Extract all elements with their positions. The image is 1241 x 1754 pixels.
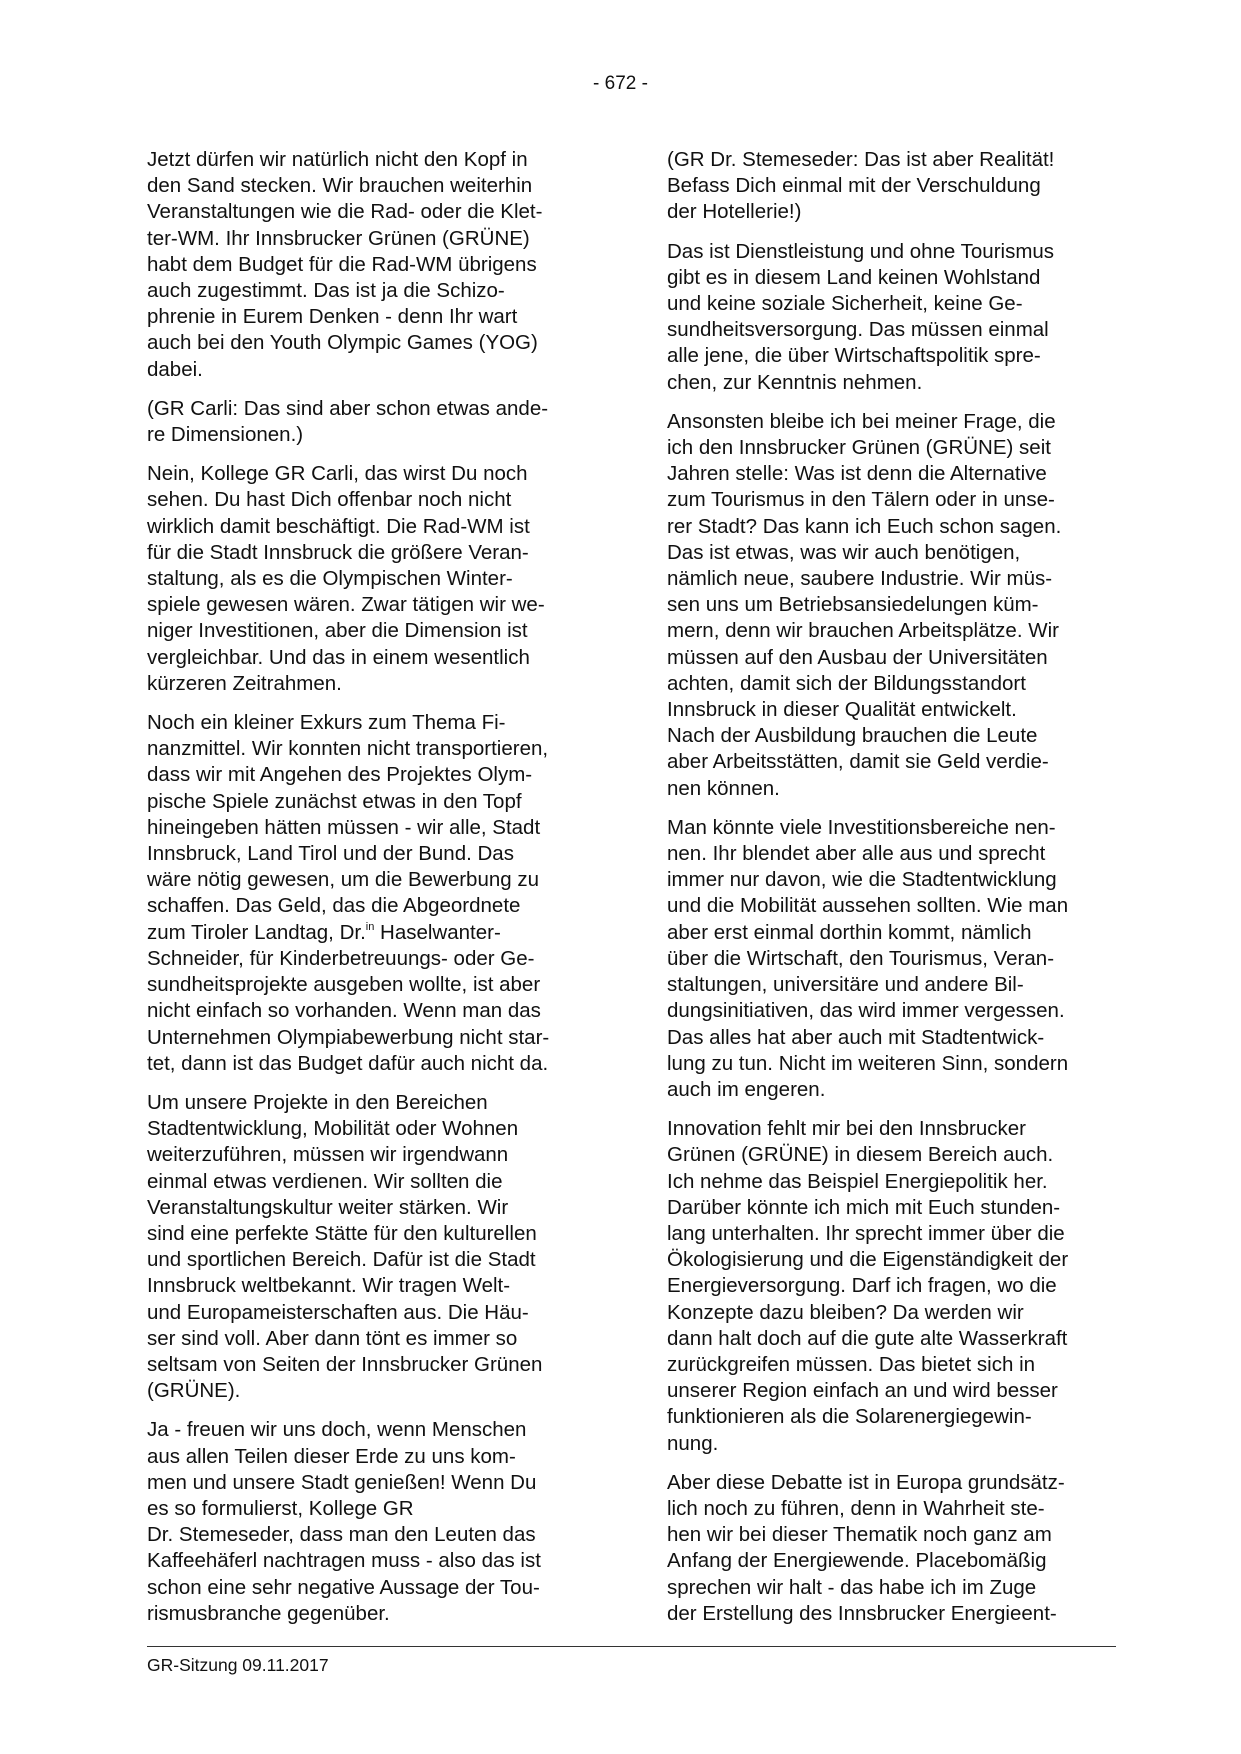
text-line: men und unsere Stadt genießen! Wenn Du — [147, 1470, 537, 1494]
paragraph — [667, 1470, 1117, 1627]
text-line: müssen auf den Ausbau der Universitäten — [667, 645, 1048, 669]
text-line: unserer Region einfach an und wird besser — [667, 1379, 1058, 1403]
text-line: sen uns um Betriebsansiedelungen küm- — [667, 593, 1039, 617]
text-line: auch bei den Youth Olympic Games (YOG) — [147, 331, 538, 355]
text-line: aus allen Teilen dieser Erde zu uns kom- — [147, 1444, 516, 1468]
page-number: - 672 - — [593, 73, 648, 94]
text-line: habt dem Budget für die Rad-WM übrigens — [147, 252, 537, 276]
text-line: staltungen, universitäre und andere Bil- — [667, 973, 1024, 997]
text-line: Anfang der Energiewende. Placebomäßig — [667, 1549, 1047, 1573]
text-line: zum Tiroler Landtag, Dr.$^{in}$ Haselwanter- — [147, 920, 501, 944]
text-line: Jetzt dürfen wir natürlich nicht den Kopf in — [147, 148, 528, 171]
text-line: Jahren stelle: Was ist denn die Alternative — [667, 462, 1047, 486]
text-line: spiele gewesen wären. Zwar tätigen wir we- — [147, 593, 545, 617]
text-line: Grünen (GRÜNE) in diesem Bereich auch. — [667, 1143, 1054, 1167]
text-line: Ökologisierung und die Eigenständigkeit der — [667, 1248, 1069, 1272]
text-line: immer nur davon, wie die Stadtentwicklung — [667, 868, 1057, 892]
text-line: über die Wirtschaft, den Tourismus, Veran- — [667, 946, 1055, 970]
text-line: nicht einfach so vorhanden. Wenn man das — [147, 999, 541, 1023]
text-line: und keine soziale Sicherheit, keine Ge- — [667, 292, 1023, 316]
text-line: lung zu tun. Nicht im weiteren Sinn, sondern — [667, 1051, 1069, 1075]
text-line: Kaffeehäferl nachtragen muss - also das ist — [147, 1549, 541, 1573]
text-line: re Dimensionen.) — [147, 423, 304, 447]
text-line: vergleichbar. Und das in einem wesentlich — [147, 645, 530, 669]
text-line: Das ist etwas, was wir auch benötigen, — [667, 540, 1021, 564]
text-line: dabei. — [147, 357, 203, 381]
paragraph — [667, 239, 1117, 396]
text-line: lich noch zu führen, denn in Wahrheit ste- — [667, 1496, 1045, 1520]
text-fragment: Haselwanter- — [374, 920, 501, 944]
text-line: wirklich damit beschäftigt. Die Rad-WM ist — [147, 514, 530, 538]
right-column — [667, 147, 1117, 1640]
text-line: Darüber könnte ich mich mit Euch stunden- — [667, 1195, 1061, 1219]
title-superscript: in — [365, 920, 375, 933]
text-line: und Europameisterschaften aus. Die Häu- — [147, 1300, 529, 1324]
text-line: einmal etwas verdienen. Wir sollten die — [147, 1169, 503, 1193]
text-line: nen können. — [667, 776, 780, 800]
text-line: zum Tourismus in den Tälern oder in unse- — [667, 488, 1055, 512]
text-line: sundheitsversorgung. Das müssen einmal — [667, 318, 1049, 342]
text-line: aber Arbeitsstätten, damit sie Geld verdie- — [667, 750, 1049, 774]
text-line: ser sind voll. Aber dann tönt es immer so — [147, 1326, 518, 1350]
text-line: es so formulierst, Kollege GR — [147, 1496, 414, 1520]
text-line: Stadtentwicklung, Mobilität oder Wohnen — [147, 1117, 519, 1141]
text-line: Nein, Kollege GR Carli, das wirst Du noch — [147, 462, 528, 486]
text-line: Das ist Dienstleistung und ohne Tourismus — [667, 239, 1055, 263]
text-line: dass wir mit Angehen des Projektes Olym- — [147, 763, 533, 787]
text-line: aber erst einmal dorthin kommt, nämlich — [667, 920, 1032, 944]
text-line: Innovation fehlt mir bei den Innsbrucker — [667, 1117, 1026, 1141]
text-line: mern, denn wir brauchen Arbeitsplätze. Wir — [667, 619, 1059, 643]
text-line: hen wir bei dieser Thematik noch ganz am — [667, 1523, 1052, 1547]
text-line: nanzmittel. Wir konnten nicht transportieren, — [147, 737, 549, 761]
text-line: (GR Dr. Stemeseder: Das ist aber Realität! — [667, 148, 1055, 171]
paragraph — [147, 710, 597, 1077]
text-line: zurückgreifen müssen. Das bietet sich in — [667, 1352, 1036, 1376]
paragraph — [147, 461, 597, 697]
text-line: tet, dann ist das Budget dafür auch nicht da. — [147, 1051, 549, 1075]
text-line: funktionieren als die Solarenergiegewin- — [667, 1405, 1032, 1429]
text-line: Nach der Ausbildung brauchen die Leute — [667, 724, 1038, 748]
text-line: der Erstellung des Innsbrucker Energieent- — [667, 1601, 1057, 1625]
text-line: Unternehmen Olympiabewerbung nicht star- — [147, 1025, 550, 1049]
text-line: (GRÜNE). — [147, 1379, 241, 1403]
text-line: chen, zur Kenntnis nehmen. — [667, 370, 923, 394]
text-line: Noch ein kleiner Exkurs zum Thema Fi- — [147, 711, 506, 735]
text-line: Veranstaltungskultur weiter stärken. Wir — [147, 1195, 509, 1219]
footer-meeting-date: GR-Sitzung 09.11.2017 — [147, 1655, 329, 1675]
text-line: gibt es in diesem Land keinen Wohlstand — [667, 265, 1041, 289]
text-line: schon eine sehr negative Aussage der Tou- — [147, 1575, 540, 1599]
text-line: Das alles hat aber auch mit Stadtentwick- — [667, 1025, 1045, 1049]
text-line: Innsbruck weltbekannt. Wir tragen Welt- — [147, 1274, 511, 1298]
text-line: ich den Innsbrucker Grünen (GRÜNE) seit — [667, 436, 1051, 460]
text-line: für die Stadt Innsbruck die größere Veran- — [147, 540, 529, 564]
text-line: Schneider, für Kinderbetreuungs- oder Ge- — [147, 946, 535, 970]
text-line: sehen. Du hast Dich offenbar noch nicht — [147, 488, 512, 512]
text-line: wäre nötig gewesen, um die Bewerbung zu — [147, 868, 540, 892]
text-line: und die Mobilität aussehen sollten. Wie man — [667, 894, 1069, 918]
text-line: Ich nehme das Beispiel Energiepolitik her. — [667, 1169, 1048, 1193]
text-line: dungsinitiativen, das wird immer vergessen. — [667, 999, 1065, 1023]
text-line: Ja - freuen wir uns doch, wenn Menschen — [147, 1418, 527, 1442]
text-line: Veranstaltungen wie die Rad- oder die Klet- — [147, 200, 543, 224]
text-line: Befass Dich einmal mit der Verschuldung — [667, 174, 1041, 198]
text-line: Dr. Stemeseder, dass man den Leuten das — [147, 1523, 536, 1547]
paragraph — [667, 1116, 1117, 1457]
text-line: sind eine perfekte Stätte für den kulturellen — [147, 1221, 537, 1245]
paragraph — [147, 396, 597, 448]
text-line: und sportlichen Bereich. Dafür ist die Stadt — [147, 1248, 536, 1272]
text-line: Man könnte viele Investitionsbereiche nen- — [667, 815, 1056, 839]
text-line: rismusbranche gegenüber. — [147, 1601, 390, 1625]
text-line: Innsbruck in dieser Qualität entwickelt. — [667, 698, 1017, 722]
text-line: phrenie in Eurem Denken - denn Ihr wart — [147, 305, 518, 329]
text-line: staltung, als es die Olympischen Winter- — [147, 567, 513, 591]
text-line: sundheitsprojekte ausgeben wollte, ist aber — [147, 973, 541, 997]
text-line: auch zugestimmt. Das ist ja die Schizo- — [147, 279, 505, 303]
text-line: hineingeben hätten müssen - wir alle, Stadt — [147, 815, 541, 839]
text-line: rer Stadt? Das kann ich Euch schon sagen. — [667, 514, 1062, 538]
text-line: auch im engeren. — [667, 1077, 826, 1101]
paragraph — [147, 1417, 597, 1627]
text-line: Konzepte dazu bleiben? Da werden wir — [667, 1300, 1024, 1324]
text-line: seltsam von Seiten der Innsbrucker Grünen — [147, 1352, 543, 1376]
text-line: kürzeren Zeitrahmen. — [147, 671, 342, 695]
text-line: ter-WM. Ihr Innsbrucker Grünen (GRÜNE) — [147, 226, 530, 250]
paragraph — [147, 147, 597, 383]
text-line: nen. Ihr blendet aber alle aus und sprecht — [667, 842, 1046, 866]
text-line: weiterzuführen, müssen wir irgendwann — [147, 1143, 509, 1167]
text-line: achten, damit sich der Bildungsstandort — [667, 671, 1026, 695]
text-line: schaffen. Das Geld, das die Abgeordnete — [147, 894, 521, 918]
text-line: Innsbruck, Land Tirol und der Bund. Das — [147, 842, 514, 866]
text-line: nung. — [667, 1431, 719, 1455]
text-line: Um unsere Projekte in den Bereichen — [147, 1090, 488, 1114]
text-line: dann halt doch auf die gute alte Wasserkraft — [667, 1326, 1068, 1350]
text-line: Aber diese Debatte ist in Europa grundsätz- — [667, 1470, 1065, 1494]
text-line: lang unterhalten. Ihr sprecht immer über die — [667, 1221, 1065, 1245]
text-line: den Sand stecken. Wir brauchen weiterhin — [147, 174, 533, 198]
text-line: alle jene, die über Wirtschaftspolitik spre- — [667, 344, 1041, 368]
paragraph — [147, 1090, 597, 1404]
paragraph — [667, 815, 1117, 1103]
left-column — [147, 147, 597, 1640]
paragraph — [667, 409, 1117, 802]
paragraph — [667, 147, 1117, 226]
footer-divider — [147, 1646, 1116, 1647]
text-line: (GR Carli: Das sind aber schon etwas ande- — [147, 396, 549, 420]
text-line: Ansonsten bleibe ich bei meiner Frage, die — [667, 409, 1056, 433]
text-line: nämlich neue, saubere Industrie. Wir müs- — [667, 567, 1053, 591]
text-line: Energieversorgung. Darf ich fragen, wo die — [667, 1274, 1057, 1298]
text-line: pische Spiele zunächst etwas in den Topf — [147, 789, 522, 813]
text-line: sprechen wir halt - das habe ich im Zuge — [667, 1575, 1037, 1599]
text-line: der Hotellerie!) — [667, 200, 802, 224]
text-line: niger Investitionen, aber die Dimension ist — [147, 619, 528, 643]
